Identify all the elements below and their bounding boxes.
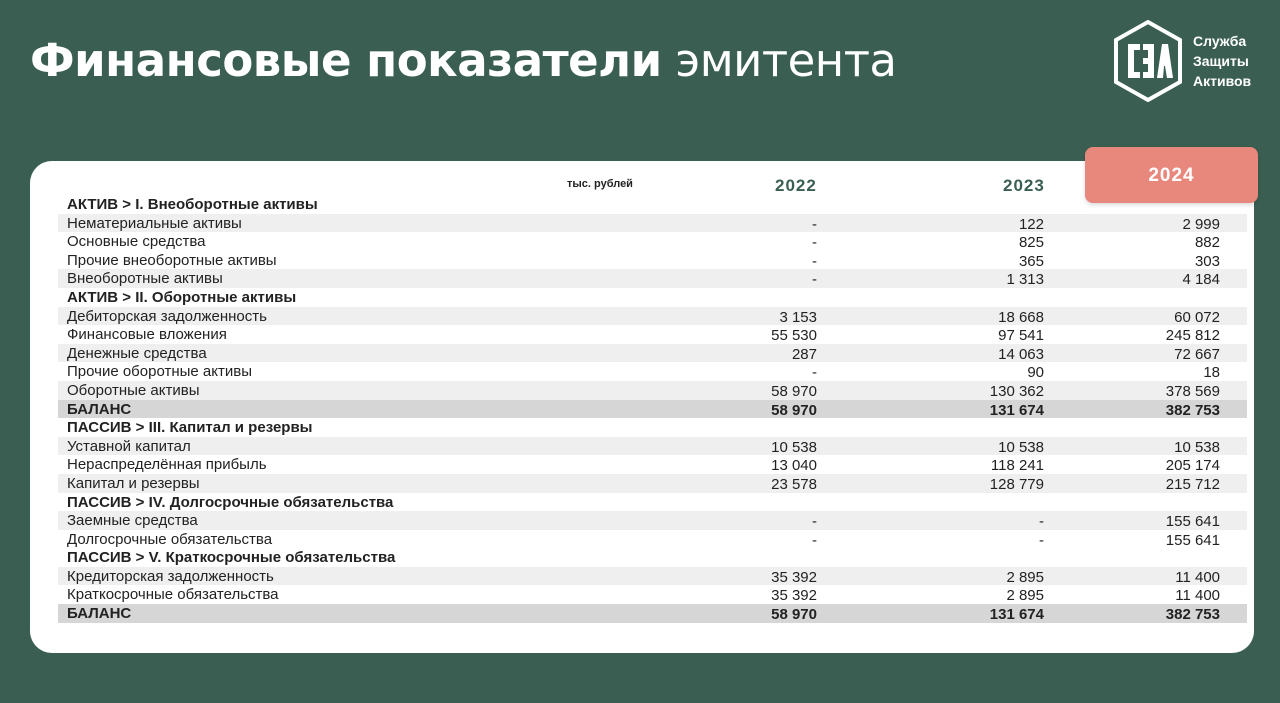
row-label: Уставной капитал: [67, 437, 191, 455]
value-2022: 10 538: [771, 438, 817, 456]
row-label: Дебиторская задолженность: [67, 307, 267, 325]
value-2022: -: [812, 215, 817, 233]
year-header-2023: 2023: [1003, 176, 1045, 195]
value-2022: 13 040: [771, 457, 817, 475]
value-2023: 18 668: [998, 308, 1044, 326]
value-2022: 23 578: [771, 475, 817, 493]
value-2022: -: [812, 234, 817, 252]
table-row: [58, 381, 1247, 400]
row-label: Нематериальные активы: [67, 214, 242, 232]
table-row: [58, 567, 1247, 586]
row-label: ПАССИВ > V. Краткосрочные обязательства: [67, 549, 396, 567]
value-2022: -: [812, 271, 817, 289]
value-2023: 825: [1018, 234, 1044, 252]
row-label: Прочие внеоборотные активы: [67, 251, 277, 269]
value-2024: 18: [1203, 364, 1220, 382]
value-2024: 205 174: [1165, 457, 1220, 475]
page-title-light: эмитента: [675, 34, 897, 87]
company-logo: [1112, 20, 1262, 102]
value-2022: 58 970: [771, 401, 817, 419]
value-2024: 882: [1194, 234, 1220, 252]
value-2022: 35 392: [771, 568, 817, 586]
year-header-2024: 2024: [1085, 147, 1258, 203]
table-row: [58, 362, 1247, 381]
value-2023: 131 674: [989, 401, 1044, 419]
value-2024: 382 753: [1165, 606, 1220, 624]
table-row: [58, 455, 1247, 474]
table-row: [58, 214, 1247, 233]
value-2022: 58 970: [771, 606, 817, 624]
value-2024: 245 812: [1165, 327, 1220, 345]
table-section-header: [58, 418, 1247, 437]
logo-line: Служба: [1193, 33, 1247, 49]
table-section-header: [58, 195, 1247, 214]
value-2022: 58 970: [771, 382, 817, 400]
value-2023: 14 063: [998, 345, 1044, 363]
value-2023: 128 779: [989, 475, 1044, 493]
value-2024: 72 667: [1174, 345, 1220, 363]
value-2024: 155 641: [1165, 513, 1220, 531]
logo-text: [1193, 31, 1251, 91]
table-row: [58, 307, 1247, 326]
value-2023: 97 541: [998, 327, 1044, 345]
value-2022: -: [812, 531, 817, 549]
value-2023: 118 241: [990, 457, 1044, 475]
row-label: АКТИВ > II. Оборотные активы: [67, 288, 297, 306]
value-2022: -: [812, 513, 817, 531]
table-total-row: [58, 604, 1247, 623]
value-2024: 11 400: [1175, 568, 1220, 586]
table-row: [58, 325, 1247, 344]
year-header-2022: 2022: [775, 176, 817, 195]
value-2023: 131 674: [989, 606, 1044, 624]
row-label: АКТИВ > I. Внеоборотные активы: [67, 196, 318, 213]
row-label: Финансовые вложения: [67, 326, 227, 344]
row-label: Капитал и резервы: [67, 474, 200, 492]
value-2024: 60 072: [1174, 308, 1220, 326]
value-2023: 130 362: [989, 382, 1044, 400]
value-2023: -: [1039, 531, 1044, 549]
row-label: Нераспределённая прибыль: [67, 456, 267, 474]
table-row: [58, 585, 1247, 604]
value-2023: 90: [1027, 364, 1044, 382]
row-label: ПАССИВ > III. Капитал и резервы: [67, 419, 313, 437]
value-2023: 122: [1018, 215, 1044, 233]
table-section-header: [58, 548, 1247, 567]
row-label: Долгосрочные обязательства: [67, 530, 273, 548]
value-2023: 1 313: [1006, 271, 1044, 289]
value-2024: 378 569: [1165, 382, 1220, 400]
table-row: [58, 232, 1247, 251]
row-label: Денежные средства: [67, 344, 207, 362]
row-label: Оборотные активы: [67, 381, 200, 399]
value-2024: 4 184: [1182, 271, 1220, 289]
value-2024: 2 999: [1182, 215, 1220, 233]
value-2024: 10 538: [1174, 438, 1220, 456]
value-2022: 55 530: [771, 327, 817, 345]
row-label: ПАССИВ > IV. Долгосрочные обязательства: [67, 493, 394, 511]
value-2023: 10 538: [998, 438, 1044, 456]
table-total-row: [58, 400, 1247, 419]
table-row: [58, 344, 1247, 363]
value-2024: 382 753: [1165, 401, 1220, 419]
value-2024: 303: [1194, 252, 1220, 270]
row-label: БАЛАНС: [67, 400, 132, 418]
value-2022: -: [812, 252, 817, 270]
page-title-bold: Финансовые показатели: [30, 34, 662, 87]
table-row: [58, 474, 1247, 493]
row-label: БАЛАНС: [67, 605, 132, 623]
table-row: [58, 437, 1247, 456]
logo-line: Активов: [1193, 73, 1252, 89]
value-2023: 2 895: [1006, 587, 1044, 605]
value-2023: 2 895: [1006, 568, 1044, 586]
table-row: [58, 511, 1247, 530]
value-2023: 365: [1018, 252, 1044, 270]
value-2022: 35 392: [771, 587, 817, 605]
row-label: Прочие оборотные активы: [67, 363, 252, 381]
logo-mark-icon: [1112, 20, 1184, 102]
value-2024: 155 641: [1165, 531, 1220, 549]
value-2024: 11 400: [1175, 587, 1220, 605]
value-2022: 3 153: [779, 308, 817, 326]
financial-table: [58, 195, 1247, 623]
units-label: тыс. рублей: [567, 178, 633, 190]
row-label: Краткосрочные обязательства: [67, 586, 279, 604]
table-row: [58, 269, 1247, 288]
value-2022: 287: [791, 345, 817, 363]
row-label: Внеоборотные активы: [67, 270, 223, 288]
table-section-header: [58, 493, 1247, 512]
logo-line: Защиты: [1193, 53, 1249, 69]
value-2023: -: [1039, 513, 1044, 531]
value-2022: -: [812, 364, 817, 382]
page-title: [30, 34, 897, 88]
row-label: Основные средства: [67, 233, 206, 251]
row-label: Заемные средства: [67, 512, 198, 530]
table-row: [58, 251, 1247, 270]
table-section-header: [58, 288, 1247, 307]
value-2024: 215 712: [1165, 475, 1220, 493]
table-row: [58, 530, 1247, 549]
row-label: Кредиторская задолженность: [67, 567, 274, 585]
